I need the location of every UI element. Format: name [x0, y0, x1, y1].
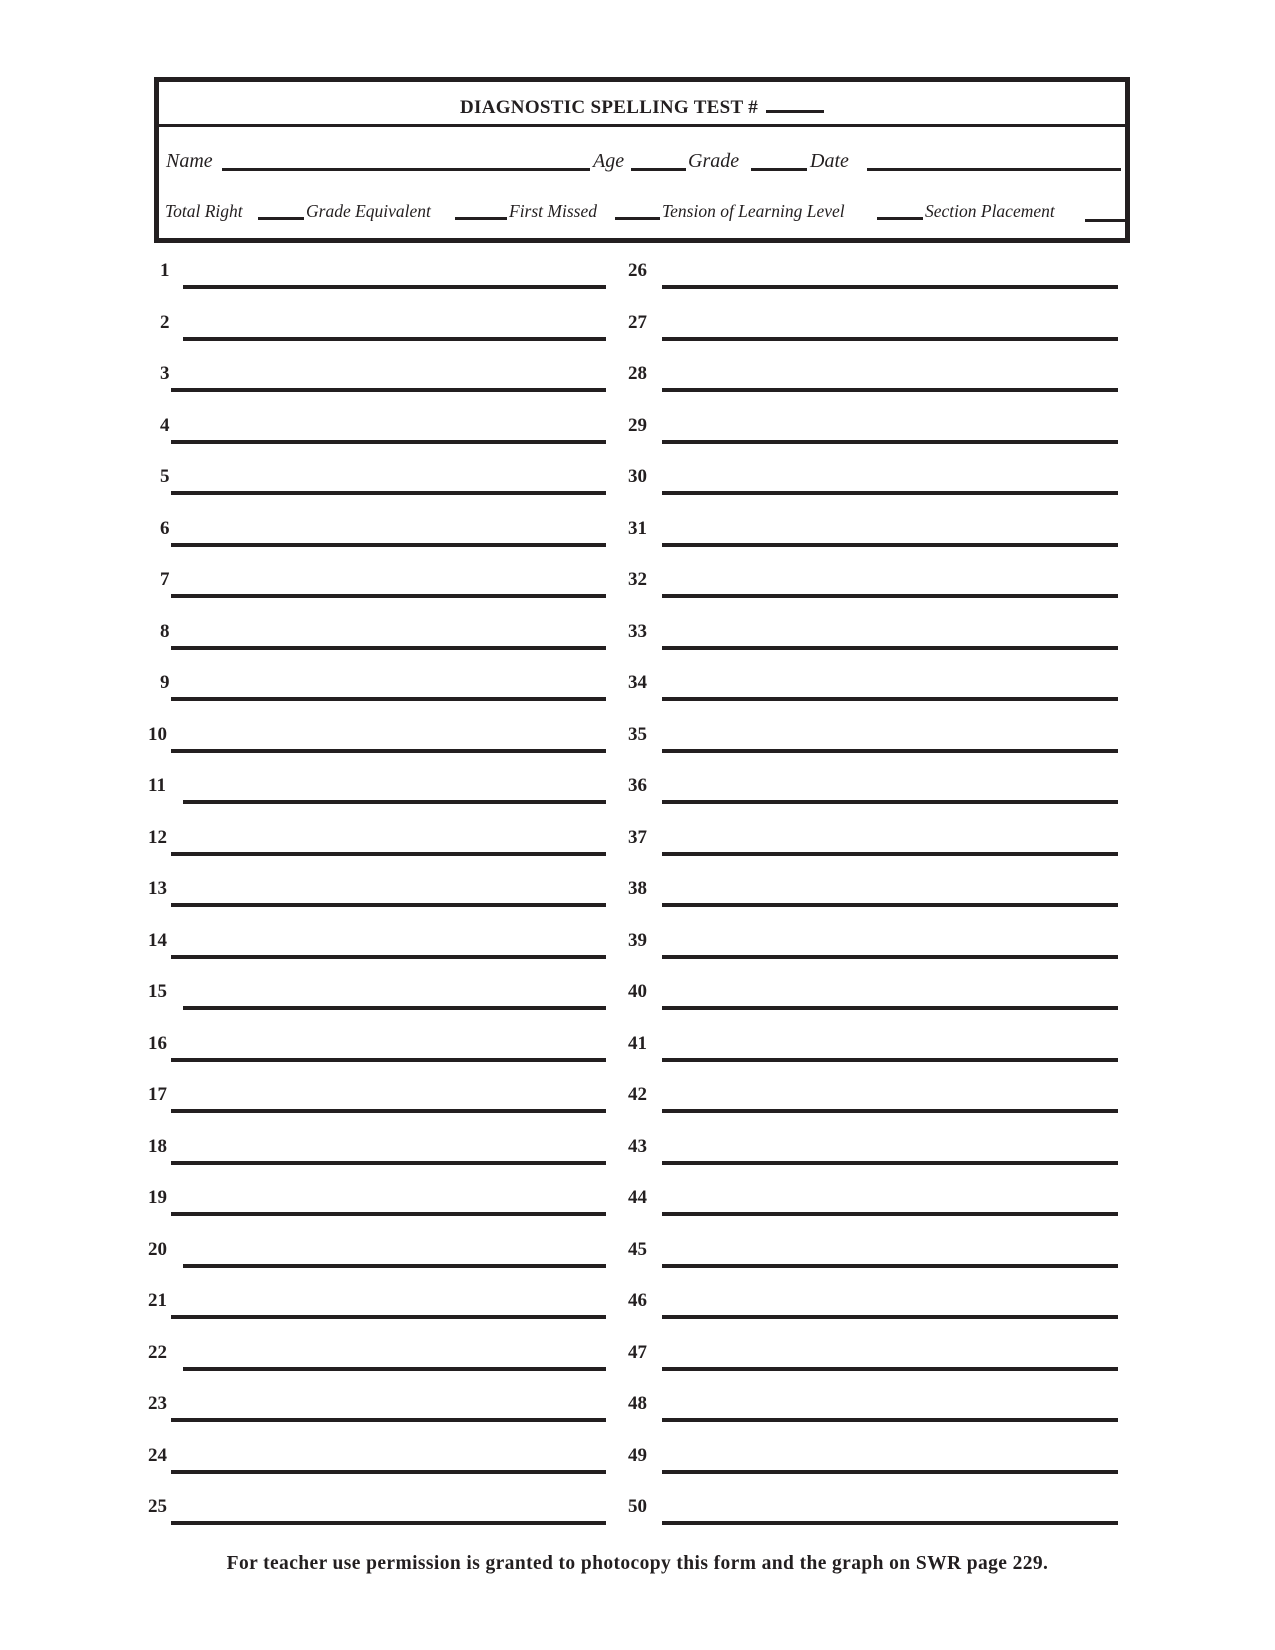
name-label: Name	[166, 150, 213, 172]
answer-line-31[interactable]	[662, 543, 1118, 547]
item-number: 46	[628, 1290, 647, 1311]
item-number: 7	[160, 569, 170, 590]
answer-line-14[interactable]	[171, 955, 606, 959]
answer-line-36[interactable]	[662, 800, 1118, 804]
answer-line-21[interactable]	[171, 1315, 606, 1319]
answer-line-42[interactable]	[662, 1109, 1118, 1113]
item-number: 21	[148, 1290, 167, 1311]
answer-line-34[interactable]	[662, 697, 1118, 701]
answer-line-44[interactable]	[662, 1212, 1118, 1216]
answer-line-18[interactable]	[171, 1161, 606, 1165]
answer-line-25[interactable]	[171, 1521, 606, 1525]
answer-line-41[interactable]	[662, 1058, 1118, 1062]
answer-line-7[interactable]	[171, 594, 606, 598]
answer-line-24[interactable]	[171, 1470, 606, 1474]
answer-line-39[interactable]	[662, 955, 1118, 959]
answer-line-45[interactable]	[662, 1264, 1118, 1268]
item-number: 2	[160, 311, 170, 333]
total-right-label: Total Right	[165, 201, 243, 221]
grade-field[interactable]	[751, 168, 807, 171]
item-number: 4	[160, 414, 170, 436]
answer-line-29[interactable]	[662, 440, 1118, 444]
answer-line-26[interactable]	[662, 285, 1118, 289]
item-number: 45	[628, 1238, 647, 1260]
section-placement-label: Section Placement	[925, 201, 1055, 221]
item-number: 31	[628, 517, 647, 539]
answer-line-22[interactable]	[183, 1367, 606, 1371]
answer-line-33[interactable]	[662, 646, 1118, 650]
item-number: 29	[628, 414, 647, 436]
first-missed-field[interactable]	[615, 217, 660, 220]
answer-line-10[interactable]	[171, 749, 606, 753]
date-field[interactable]	[867, 168, 1121, 171]
age-label: Age	[593, 150, 625, 172]
answer-line-19[interactable]	[171, 1212, 606, 1216]
item-number: 5	[160, 466, 170, 487]
item-number: 22	[148, 1341, 167, 1363]
item-number: 13	[148, 878, 167, 899]
item-number: 47	[628, 1341, 647, 1363]
item-number: 10	[148, 723, 167, 745]
item-number: 15	[148, 981, 167, 1002]
item-number: 14	[148, 929, 167, 951]
item-number: 48	[628, 1393, 647, 1414]
answer-line-13[interactable]	[171, 903, 606, 907]
title-row	[159, 82, 1125, 127]
item-number: 39	[628, 929, 647, 951]
answer-line-43[interactable]	[662, 1161, 1118, 1165]
answer-line-23[interactable]	[171, 1418, 606, 1422]
answer-line-32[interactable]	[662, 594, 1118, 598]
item-number: 43	[628, 1135, 647, 1157]
item-number: 36	[628, 775, 647, 796]
item-number: 38	[628, 878, 647, 899]
item-number: 30	[628, 466, 647, 487]
title-text: DIAGNOSTIC SPELLING TEST #	[459, 97, 758, 118]
grade-equivalent-field[interactable]	[455, 217, 507, 220]
item-number: 9	[160, 672, 170, 693]
answer-line-5[interactable]	[171, 491, 606, 495]
answer-line-3[interactable]	[171, 388, 606, 392]
section-placement-field[interactable]	[1085, 219, 1125, 222]
item-number: 1	[160, 260, 170, 281]
answer-line-28[interactable]	[662, 388, 1118, 392]
answer-line-46[interactable]	[662, 1315, 1118, 1319]
item-number: 34	[628, 672, 647, 693]
item-number: 20	[148, 1238, 167, 1260]
answer-line-40[interactable]	[662, 1006, 1118, 1010]
item-number: 37	[628, 826, 647, 848]
item-number: 16	[148, 1032, 167, 1054]
item-number: 17	[148, 1084, 167, 1105]
item-number: 3	[160, 363, 170, 384]
item-number: 40	[628, 981, 647, 1002]
permission-footer: For teacher use permission is granted to photocopy this form and the graph on SWR page 229.	[226, 1553, 1049, 1574]
item-number: 19	[148, 1187, 167, 1208]
answer-line-47[interactable]	[662, 1367, 1118, 1371]
total-right-field[interactable]	[258, 217, 304, 220]
answer-line-48[interactable]	[662, 1418, 1118, 1422]
item-number: 8	[160, 620, 170, 642]
item-number: 42	[628, 1084, 647, 1105]
answer-line-2[interactable]	[183, 337, 606, 341]
item-number: 18	[148, 1135, 167, 1157]
answer-line-49[interactable]	[662, 1470, 1118, 1474]
item-number: 49	[628, 1444, 647, 1466]
item-number: 28	[628, 363, 647, 384]
answer-line-15[interactable]	[183, 1006, 606, 1010]
grade-equivalent-label: Grade Equivalent	[306, 201, 431, 221]
answer-line-35[interactable]	[662, 749, 1118, 753]
answer-line-4[interactable]	[171, 440, 606, 444]
item-number: 35	[628, 723, 647, 745]
item-number: 23	[148, 1393, 167, 1414]
answer-line-27[interactable]	[662, 337, 1118, 341]
answer-line-6[interactable]	[171, 543, 606, 547]
answer-line-1[interactable]	[183, 285, 606, 289]
item-number: 12	[148, 826, 167, 848]
item-number: 27	[628, 311, 647, 333]
tension-of-learning-level-label: Tension of Learning Level	[662, 201, 845, 221]
answer-line-12[interactable]	[171, 852, 606, 856]
answer-line-37[interactable]	[662, 852, 1118, 856]
item-number: 41	[628, 1032, 647, 1054]
item-number: 44	[628, 1187, 647, 1208]
grade-label: Grade	[688, 150, 740, 172]
first-missed-label: First Missed	[509, 201, 597, 221]
page-title	[159, 92, 1125, 119]
answer-line-20[interactable]	[183, 1264, 606, 1268]
name-field[interactable]	[222, 168, 590, 171]
item-number: 6	[160, 517, 170, 539]
item-number: 25	[148, 1496, 167, 1517]
answer-line-16[interactable]	[171, 1058, 606, 1062]
item-number: 24	[148, 1444, 167, 1466]
answer-line-38[interactable]	[662, 903, 1118, 907]
item-number: 11	[148, 775, 166, 796]
item-number: 50	[628, 1496, 647, 1517]
item-number: 26	[628, 260, 647, 281]
answer-line-17[interactable]	[171, 1109, 606, 1113]
answer-line-50[interactable]	[662, 1521, 1118, 1525]
age-field[interactable]	[631, 168, 686, 171]
test-number-field[interactable]	[766, 92, 824, 113]
tension-of-learning-level-field[interactable]	[877, 217, 923, 220]
item-number: 32	[628, 569, 647, 590]
item-number: 33	[628, 620, 647, 642]
answer-line-9[interactable]	[171, 697, 606, 701]
test-header-box	[154, 77, 1130, 243]
date-label: Date	[810, 150, 849, 172]
answer-line-11[interactable]	[183, 800, 606, 804]
answer-line-30[interactable]	[662, 491, 1118, 495]
answer-line-8[interactable]	[171, 646, 606, 650]
